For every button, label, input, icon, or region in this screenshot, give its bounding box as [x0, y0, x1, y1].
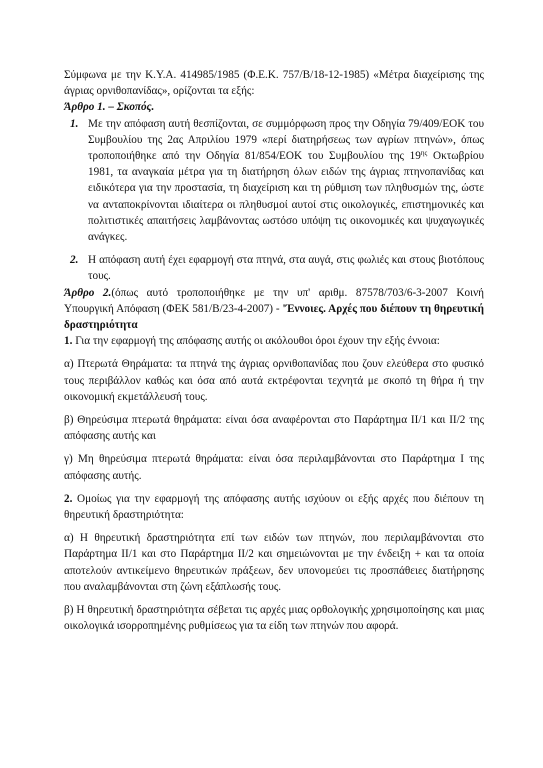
article-1-item-2 — [64, 252, 484, 284]
definition-b: β) Θηρεύσιμα πτερωτά θηράματα: είναι όσα αναφέρονται στο Παράρτημα ΙΙ/1 και ΙΙ/2 της απόφασης αυτής και — [64, 414, 484, 443]
intro-paragraph: Σύμφωνα με την Κ.Υ.Α. 414985/1985 (Φ.Ε.Κ. 757/Β/18-12-1985) «Μέτρα διαχείρισης της άγριας ορνιθοπανίδας», ορίζονται τα εξής: — [64, 69, 484, 98]
definition-a: α) Πτερωτά Θηράματα: τα πτηνά της άγριας ορνιθοπανίδας που ζουν ελεύθερα στο φυσικό τους περιβάλλον καθώς και όσα από αυτά εκτρέφονται τεχνητά με σκοπό τη θήρα ή την οικονομική εκμετάλλευσή τους. — [64, 358, 484, 403]
article-1-item-1 — [64, 116, 484, 246]
paragraph-1: 1. Για την εφαρμογή της απόφασης αυτής οι ακόλουθοι όροι έχουν την εξής έννοια: — [64, 335, 440, 348]
superscript: ης — [420, 149, 428, 158]
article-2-heading — [64, 285, 484, 334]
article-1-heading: Άρθρο 1. – Σκοπός. — [64, 101, 155, 114]
article-2-title: 'Έννοιες. Αρχές που διέπουν τη θηρευτική δραστηριότητα — [64, 302, 484, 332]
item-number: 2. — [70, 254, 79, 267]
item-text: Η απόφαση αυτή έχει εφαρμογή στα πτηνά, στα αυγά, στις φωλιές και στους βιοτόπους τους. — [88, 254, 484, 283]
paragraph-number: 2. — [64, 492, 73, 505]
item-number: 1. — [70, 117, 79, 130]
article-2-amendment: (όπως αυτό τροποποιήθηκε με την υπ' αριθμ. 87578/703/6-3-2007 Κοινή Υπουργική Απόφαση (ΦΕΚ 581/Β/23-4-2007) - — [64, 286, 484, 315]
paragraph-2: 2. Ομοίως για την εφαρμογή της απόφασης αυτής ισχύουν οι εξής αρχές που διέπουν τη θηρευτική δραστηριότητα: — [64, 492, 484, 522]
principle-b: β) Η θηρευτική δραστηριότητα σέβεται τις αρχές μιας ορθολογικής χρησιμοποίησης και μιας οικολογικά ισορροπημένης ρυθμίσεως για τα είδη των πτηνών που αφορά. — [64, 604, 484, 633]
definition-c: γ) Μη θηρεύσιμα πτερωτά θηράματα: είναι όσα περιλαμβάνονται στο Παράρτημα Ι της απόφασης αυτής. — [64, 453, 484, 482]
article-2-label: Άρθρο 2. — [64, 286, 112, 299]
document-body — [64, 67, 484, 635]
item-text-part-1: Με την απόφαση αυτή θεσπίζονται, σε συμμόρφωση προς την Οδηγία 79/409/ΕΟΚ του Συμβουλίου της 2ας Απριλίου 1979 «περί διατηρήσεως των αγρίων πτηνών», όπως τροποποιήθηκε από την Οδηγία 81/854/ΕΟΚ του Συμβουλίου της 19 — [88, 117, 484, 163]
paragraph-number: 1. — [64, 335, 73, 348]
item-text-part-2: Οκτωβρίου 1981, τα αναγκαία μέτρα για τη διατήρηση όλων ειδών της άγριας πτηνοπανίδας και ειδικότερα για την προστασία, τη διαχείριση και τη ρύθμιση των πληθυσμών της, ώστε να ανταποκρίνονται ιδιαίτερα οι πληθυσμοί αυτοί στις οικολογικές, επιστημονικές και πολιτιστικές απαιτήσεις λαμβάνοντας ωστόσο υπόψη τις οικονομικές και ψυχαγωγικές ανάγκες. — [88, 150, 484, 244]
principle-a: α) Η θηρευτική δραστηριότητα επί των ειδών των πτηνών, που περιλαμβάνονται στο Παράρτημα ΙΙ/1 και στο Παράρτημα ΙΙ/2 και σημειώνονται με την ένδειξη + και τα οποία αποτελούν αντικείμενο θηρευτικών πράξεων, δεν υπονομεύει τις προσπάθειες διατήρησης που αναλαμβάνονται στη ζώνη εξάπλωσής τους. — [64, 532, 484, 593]
